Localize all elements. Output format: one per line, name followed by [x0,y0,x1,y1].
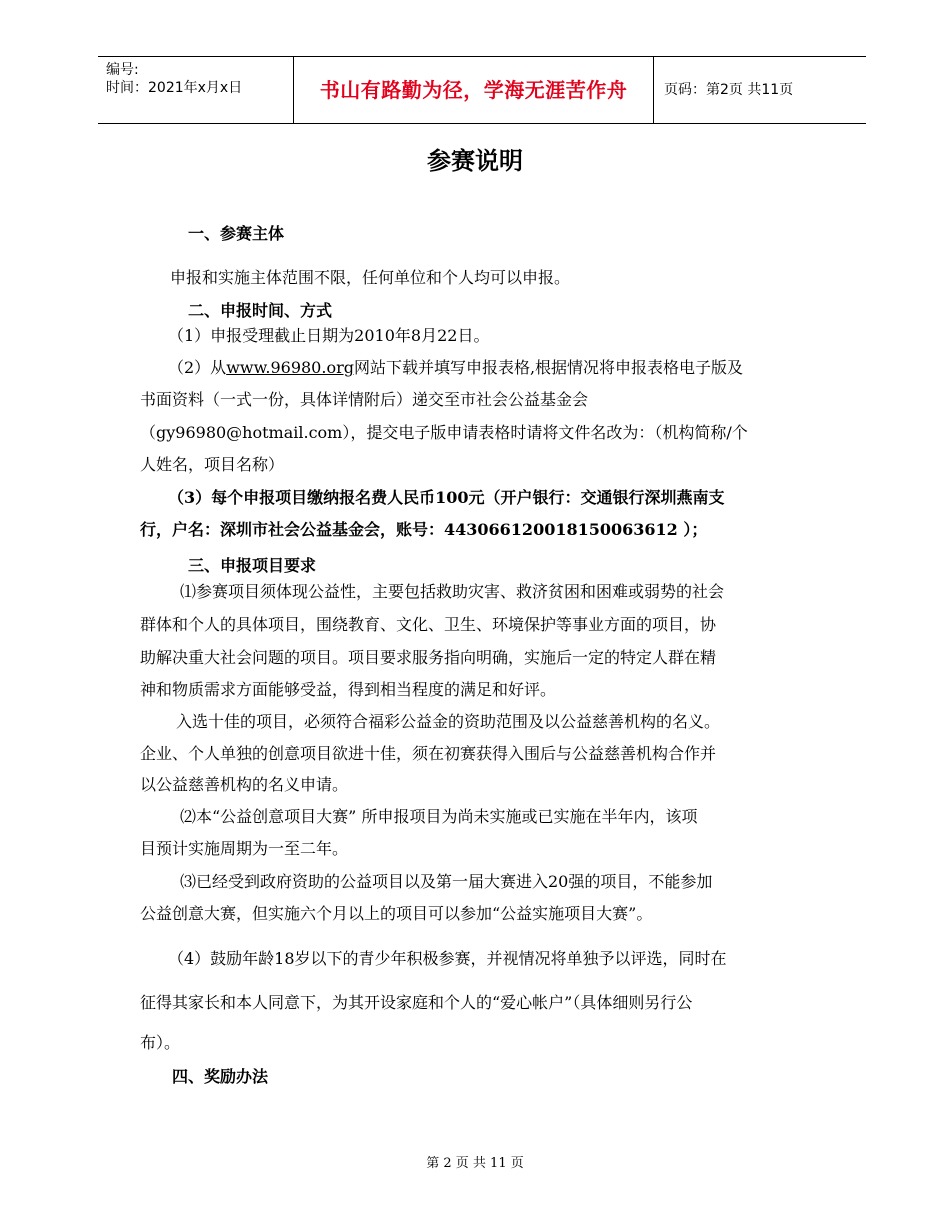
paragraph-line: 人姓名，项目名称） [140,455,285,474]
paragraph-line: （1）申报受理截止日期为2010年8月22日。 [168,326,490,345]
paragraph-line: 神和物质需求方面能够受益，得到相当程度的满足和好评。 [140,680,557,699]
header-meta [106,61,242,97]
section-heading: 一、参赛主体 [188,224,285,243]
paragraph-text: （2）从 [168,358,227,377]
paragraph-text: 网站下载并填写申报表格,根据情况将申报表格电子版及 [353,358,744,377]
paragraph-line: 行，户名：深圳市社会公益基金会，账号：443066120018150063612 ）； [140,520,708,539]
paragraph-line: （4）鼓励年龄18岁以下的青少年积极参赛，并视情况将单独予以评选，同时在 [168,949,727,968]
paragraph-line: 目预计实施周期为一至二年。 [140,839,349,858]
website-link[interactable]: www.96980.org [226,358,354,377]
document-title: 参赛说明 [427,147,523,175]
header-divider [653,57,654,123]
paragraph-line: 公益创意大赛，但实施六个月以上的项目可以参加“公益实施项目大赛”。 [140,904,653,923]
paragraph-line [168,358,743,378]
paragraph-line: 征得其家长和本人同意下，为其开设家庭和个人的“爱心帐户”（具体细则另行公 [140,993,693,1012]
paragraph-line: 以公益慈善机构的名义申请。 [140,775,349,794]
page-header [98,56,866,124]
paragraph-line: （3）每个申报项目缴纳报名费人民币100元（开户银行：交通银行深圳燕南支 [168,488,725,507]
paragraph-line: 群体和个人的具体项目，围绕教育、文化、卫生、环境保护等事业方面的项目，协 [140,615,717,634]
section-heading: 二、申报时间、方式 [188,301,333,320]
header-motto: 书山有路勤为径，学海无涯苦作舟 [319,78,628,102]
section-heading: 三、申报项目要求 [188,556,317,575]
paragraph-line: ⑵本“公益创意项目大赛” 所申报项目为尚未实施或已实施在半年内，该项 [180,807,698,826]
paragraph-line: 申报和实施主体范围不限，任何单位和个人均可以申报。 [170,268,571,287]
header-page-label: 页码：第2页 共11页 [664,82,794,98]
paragraph-line: ⑴参赛项目须体现公益性，主要包括救助灾害、救济贫困和困难或弱势的社会 [180,582,725,601]
section-heading: 四、奖励办法 [172,1067,269,1086]
paragraph-line: 助解决重大社会问题的项目。项目要求服务指向明确，实施后一定的特定人群在精 [140,648,717,667]
document-number-label: 编号: [106,62,139,78]
paragraph-line: 入选十佳的项目，必须符合福彩公益金的资助范围及以公益慈善机构的名义。 [176,712,721,731]
paragraph-line: 企业、个人单独的创意项目欲进十佳，须在初赛获得入围后与公益慈善机构合作并 [140,744,717,763]
paragraph-line: ⑶已经受到政府资助的公益项目以及第一届大赛进入20强的项目，不能参加 [180,872,713,891]
paragraph-line: （gy96980@hotmail.com），提交电子版申请表格时请将文件名改为：（机构简称/个 [140,423,748,442]
paragraph-line: 书面资料（一式一份，具体详情附后）递交至市社会公益基金会 [140,390,589,409]
paragraph-line: 布）。 [140,1033,181,1052]
document-time-label: 时间：2021年x月x日 [106,80,243,96]
page-footer: 第 2 页 共 11 页 [426,1156,524,1171]
